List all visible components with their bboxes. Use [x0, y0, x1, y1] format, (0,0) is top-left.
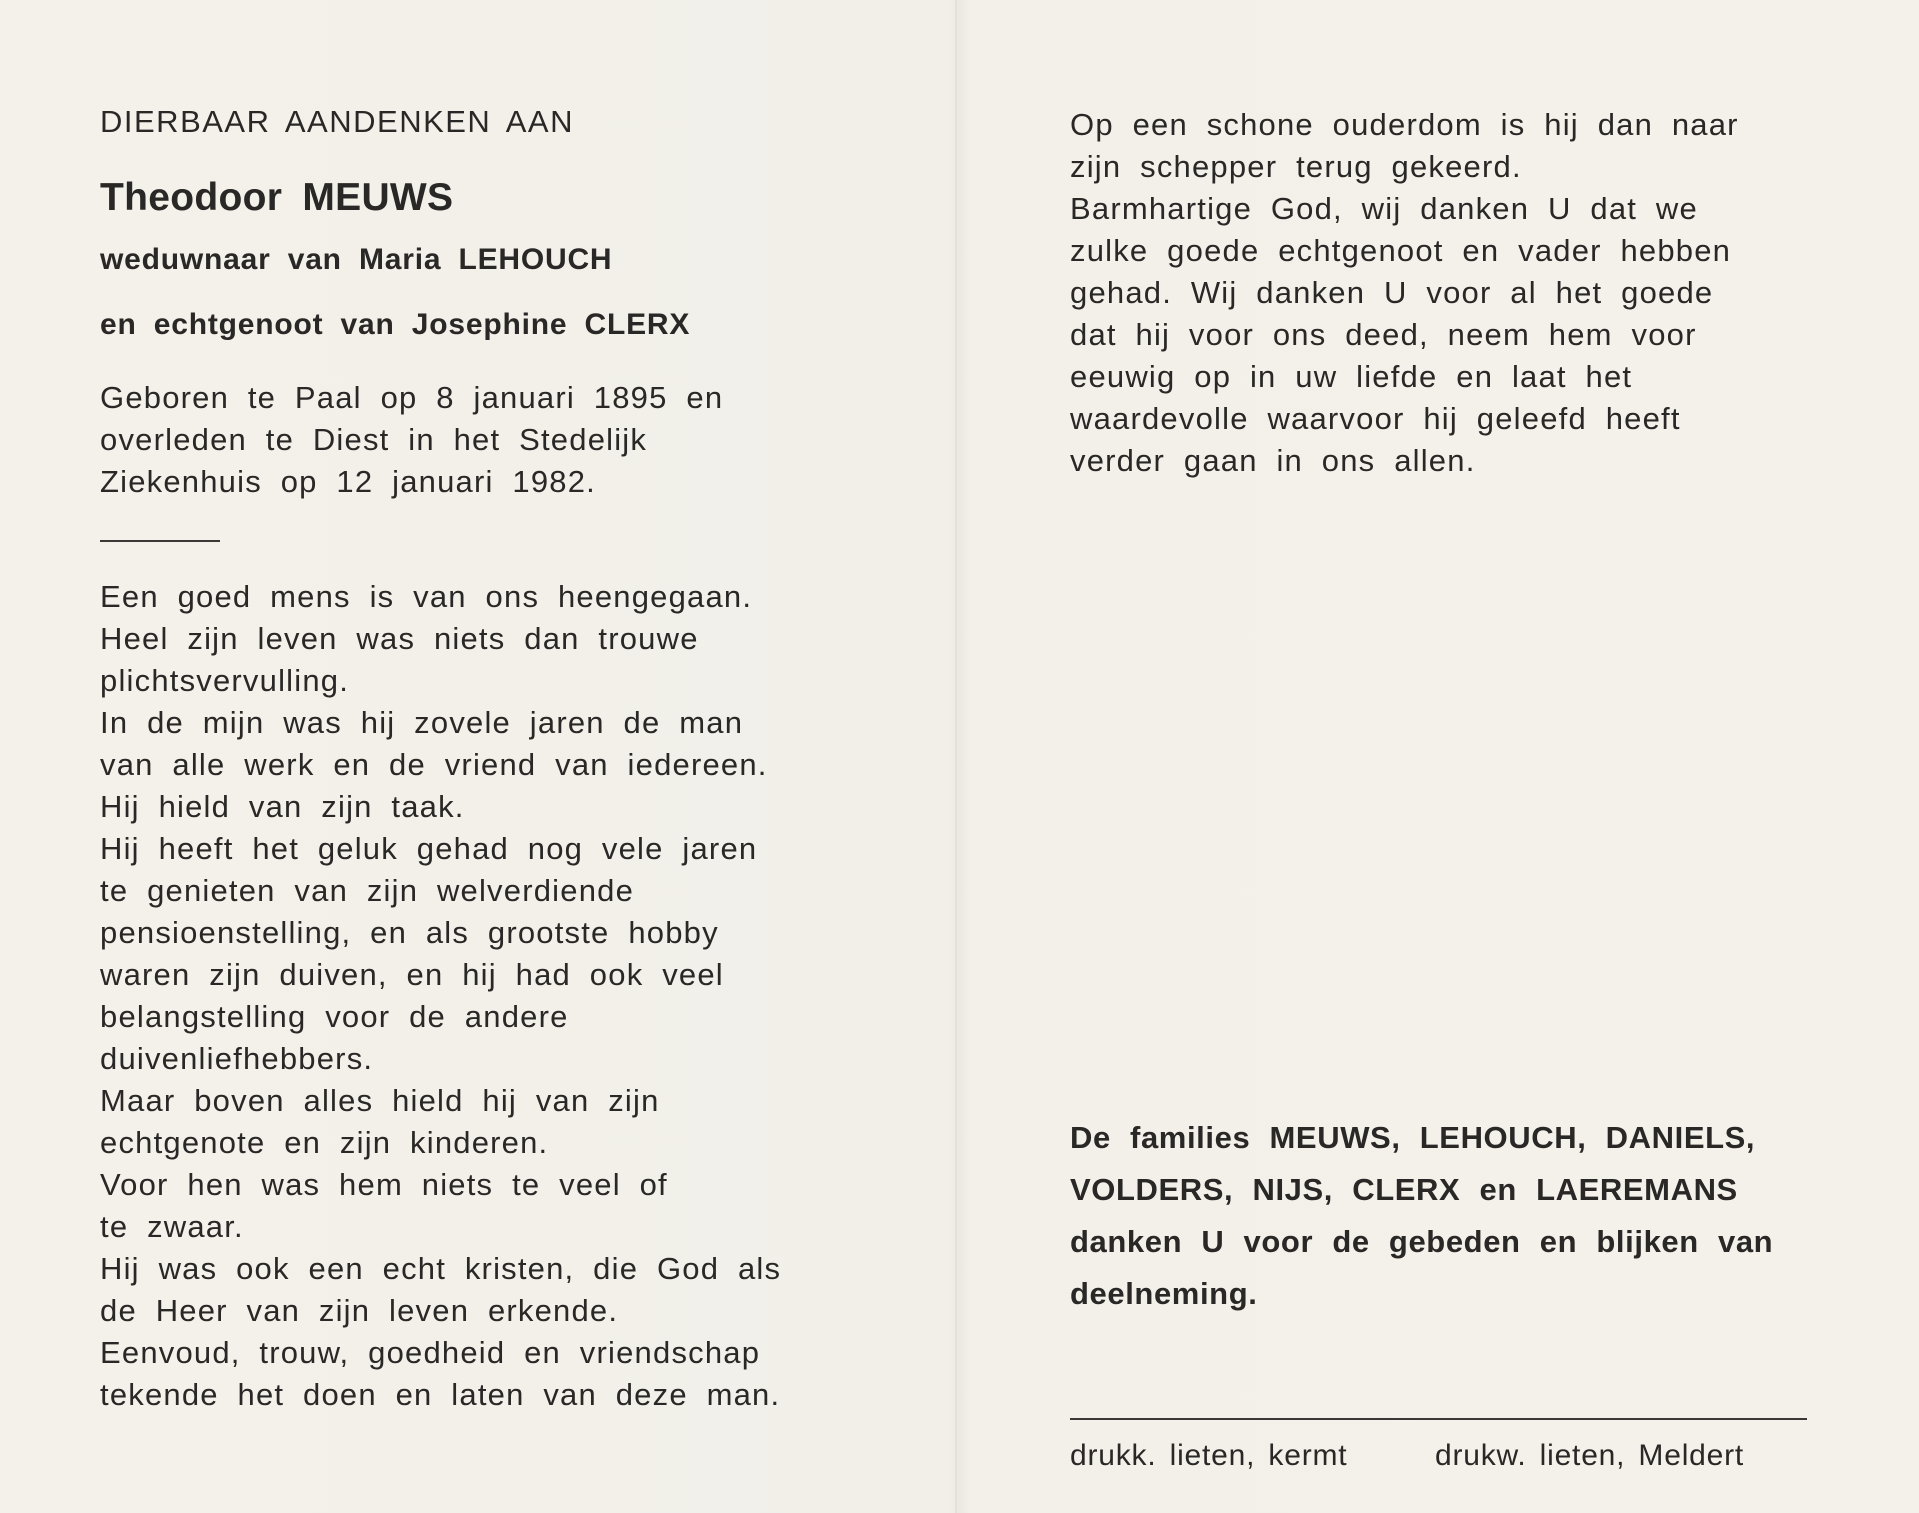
thanks-line: VOLDERS, NIJS, CLERX en LAEREMANS: [1070, 1172, 1738, 1207]
eulogy-line: tekende het doen en laten van deze man.: [100, 1377, 781, 1412]
prayer-line: zijn schepper terug gekeerd.: [1070, 149, 1522, 184]
widower-line: [100, 240, 612, 280]
memorial-heading: DIERBAAR AANDENKEN AAN: [100, 104, 574, 139]
eulogy-line: plichtsvervulling.: [100, 663, 350, 698]
eulogy-line: waren zijn duiven, en hij had ook veel: [100, 957, 724, 992]
eulogy-line: In de mijn was hij zovele jaren de man: [100, 705, 744, 740]
deceased-last-name: MEUWS: [302, 176, 454, 219]
prayer-line: verder gaan in ons allen.: [1070, 443, 1476, 478]
prayer-line: gehad. Wij danken U voor al het goede: [1070, 275, 1714, 310]
spouse-prefix: en echtgenoot van Josephine: [100, 308, 568, 341]
eulogy-line: te zwaar.: [100, 1209, 244, 1244]
eulogy-line: Eenvoud, trouw, goedheid en vriendschap: [100, 1335, 761, 1370]
eulogy-line: Hij was ook een echt kristen, die God als: [100, 1251, 782, 1286]
prayer-line: zulke goede echtgenoot en vader hebben: [1070, 233, 1732, 268]
prayer-line: waardevolle waarvoor hij geleefd heeft: [1070, 401, 1681, 436]
birth-line: overleden te Diest in het Stedelijk: [100, 422, 648, 457]
thanks-line: De families MEUWS, LEHOUCH, DANIELS,: [1070, 1120, 1756, 1155]
printer-credit-left: drukk. lieten, kermt: [1070, 1439, 1348, 1472]
printer-divider: [1070, 1418, 1807, 1420]
section-divider: [100, 540, 220, 542]
eulogy-line: Heel zijn leven was niets dan trouwe: [100, 621, 699, 656]
birth-line: Geboren te Paal op 8 januari 1895 en: [100, 380, 724, 415]
widower-spouse-name: LEHOUCH: [458, 243, 613, 276]
card-fold: [955, 0, 957, 1513]
prayer-line: Op een schone ouderdom is hij dan naar: [1070, 107, 1739, 142]
eulogy-line: Een goed mens is van ons heengegaan.: [100, 579, 753, 614]
eulogy-line: echtgenote en zijn kinderen.: [100, 1125, 549, 1160]
prayer-line: eeuwig op in uw liefde en laat het: [1070, 359, 1633, 394]
birth-line: Ziekenhuis op 12 januari 1982.: [100, 464, 596, 499]
eulogy-line: te genieten van zijn welverdiende: [100, 873, 635, 908]
spouse-line: [100, 305, 690, 345]
eulogy-line: duivenliefhebbers.: [100, 1041, 374, 1076]
prayer-line: Barmhartige God, wij danken U dat we: [1070, 191, 1698, 226]
prayer-line: dat hij voor ons deed, neem hem voor: [1070, 317, 1697, 352]
widower-prefix: weduwnaar van Maria: [100, 243, 442, 276]
thanks-line: deelneming.: [1070, 1276, 1258, 1311]
thanks-line: danken U voor de gebeden en blijken van: [1070, 1224, 1774, 1259]
eulogy-line: van alle werk en de vriend van iedereen.: [100, 747, 768, 782]
eulogy-line: Voor hen was hem niets te veel of: [100, 1167, 668, 1202]
eulogy-line: pensioenstelling, en als grootste hobby: [100, 915, 719, 950]
deceased-name: [100, 178, 453, 218]
printer-credit-right: drukw. lieten, Meldert: [1435, 1439, 1745, 1472]
eulogy-line: Hij hield van zijn taak.: [100, 789, 465, 824]
eulogy-line: belangstelling voor de andere: [100, 999, 569, 1034]
eulogy-line: Hij heeft het geluk gehad nog vele jaren: [100, 831, 758, 866]
eulogy-line: Maar boven alles hield hij van zijn: [100, 1083, 660, 1118]
eulogy-line: de Heer van zijn leven erkende.: [100, 1293, 619, 1328]
spouse-name: CLERX: [584, 308, 691, 341]
deceased-first-name: Theodoor: [100, 176, 283, 219]
